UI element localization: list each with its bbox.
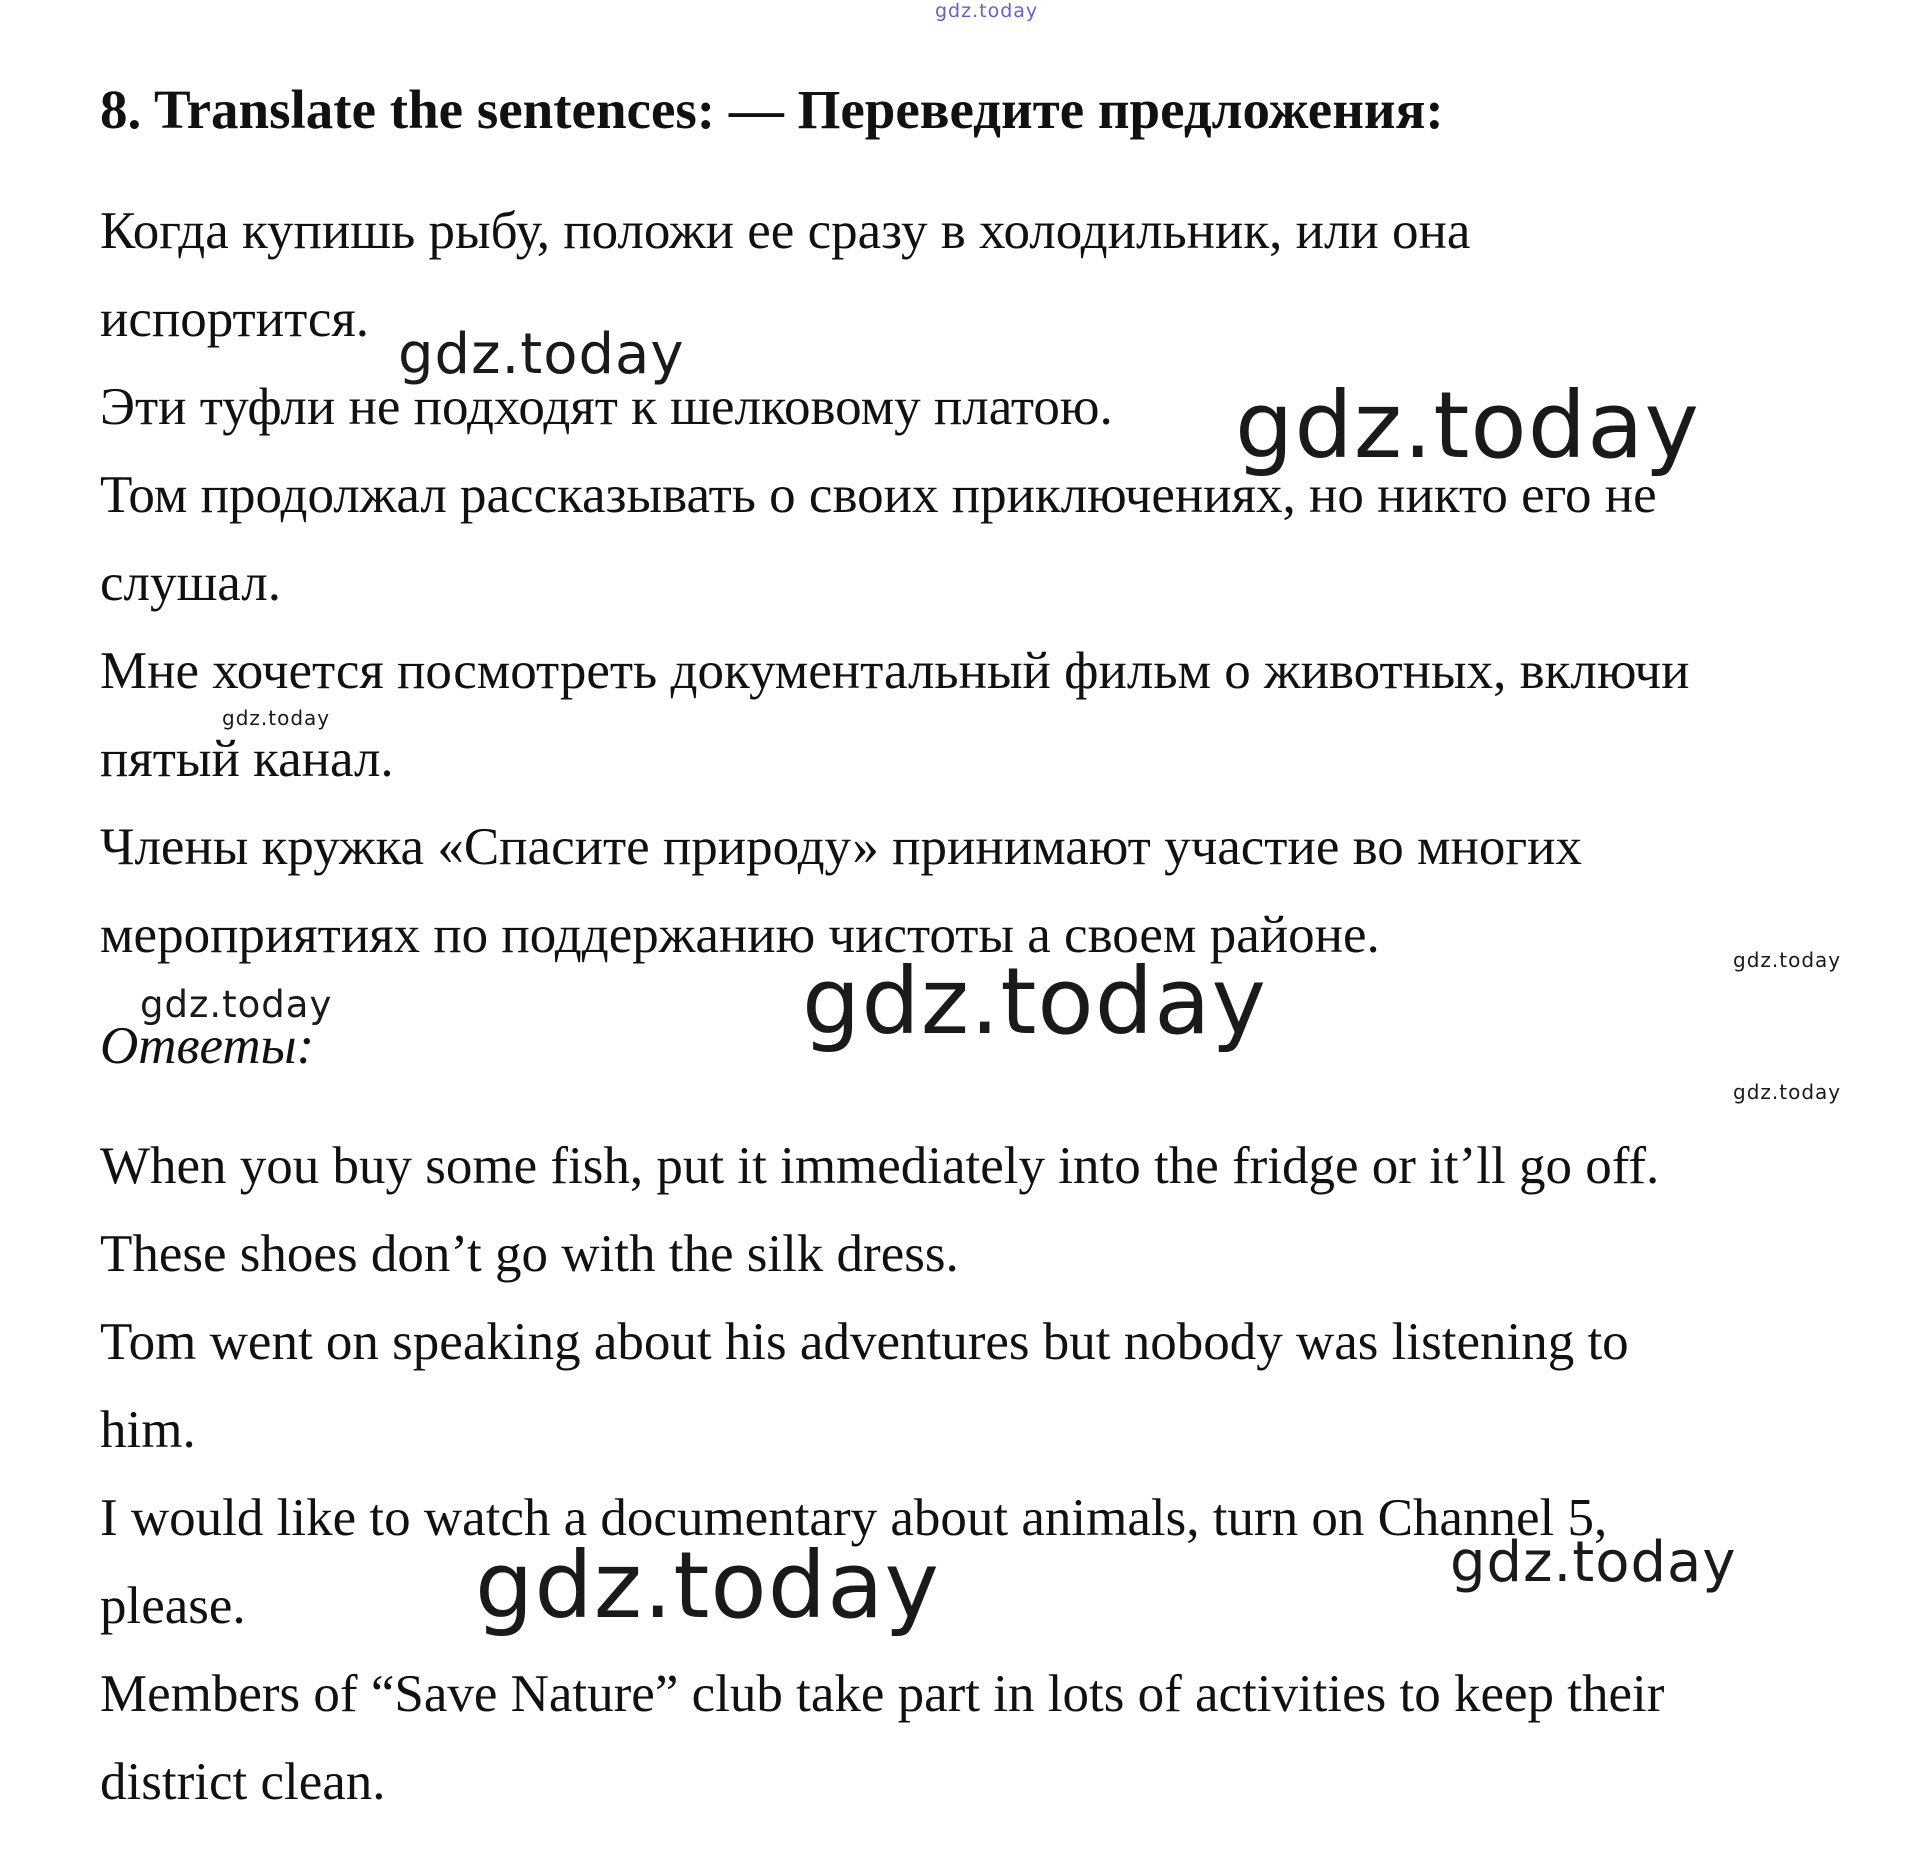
russian-line: Члены кружка «Спасите природу» принимают участие во многих bbox=[100, 818, 1583, 876]
russian-line: Мне хочется посмотреть документальный фильм о животных, включи bbox=[100, 642, 1690, 700]
english-line: please. bbox=[100, 1577, 246, 1635]
watermark: gdz.today bbox=[1733, 1080, 1842, 1104]
english-line: Members of “Save Nature” club take part in lots of activities to keep their bbox=[100, 1665, 1665, 1723]
watermark: gdz.today bbox=[398, 322, 685, 387]
watermark: gdz.today bbox=[1450, 1530, 1737, 1595]
watermark: gdz.today bbox=[1235, 372, 1700, 479]
english-line: When you buy some fish, put it immediately into the fridge or it’ll go off. bbox=[100, 1137, 1660, 1195]
russian-line: мероприятиях по поддержанию чистоты а своем районе. bbox=[100, 906, 1380, 964]
watermark: gdz.today bbox=[222, 706, 331, 730]
english-line: him. bbox=[100, 1401, 196, 1459]
answers-label: Ответы: bbox=[100, 1017, 315, 1075]
english-line: Tom went on speaking about his adventures but nobody was listening to bbox=[100, 1313, 1629, 1371]
russian-line: Когда купишь рыбу, положи ее сразу в холодильник, или она bbox=[100, 202, 1471, 260]
russian-line: Эти туфли не подходят к шелковому платою. bbox=[100, 378, 1113, 436]
english-line: district clean. bbox=[100, 1753, 386, 1811]
watermark: gdz.today bbox=[1733, 948, 1842, 972]
russian-line: Том продолжал рассказывать о своих приключениях, но никто его не bbox=[100, 466, 1657, 524]
russian-line: слушал. bbox=[100, 554, 281, 612]
english-line: These shoes don’t go with the silk dress. bbox=[100, 1225, 959, 1283]
russian-line: пятый канал. bbox=[100, 730, 394, 788]
russian-line: испортится. bbox=[100, 290, 370, 348]
watermark: gdz.today bbox=[140, 983, 333, 1026]
watermark: gdz.today bbox=[475, 1532, 940, 1639]
exercise-heading: 8. Translate the sentences: — Переведите предложения: bbox=[100, 79, 1444, 140]
watermark: gdz.today bbox=[802, 948, 1267, 1055]
english-sentences bbox=[100, 1122, 1900, 1826]
watermark-top: gdz.today bbox=[935, 0, 1039, 22]
english-line: I would like to watch a documentary about animals, turn on Channel 5, bbox=[100, 1489, 1608, 1547]
russian-sentences bbox=[100, 187, 1900, 979]
